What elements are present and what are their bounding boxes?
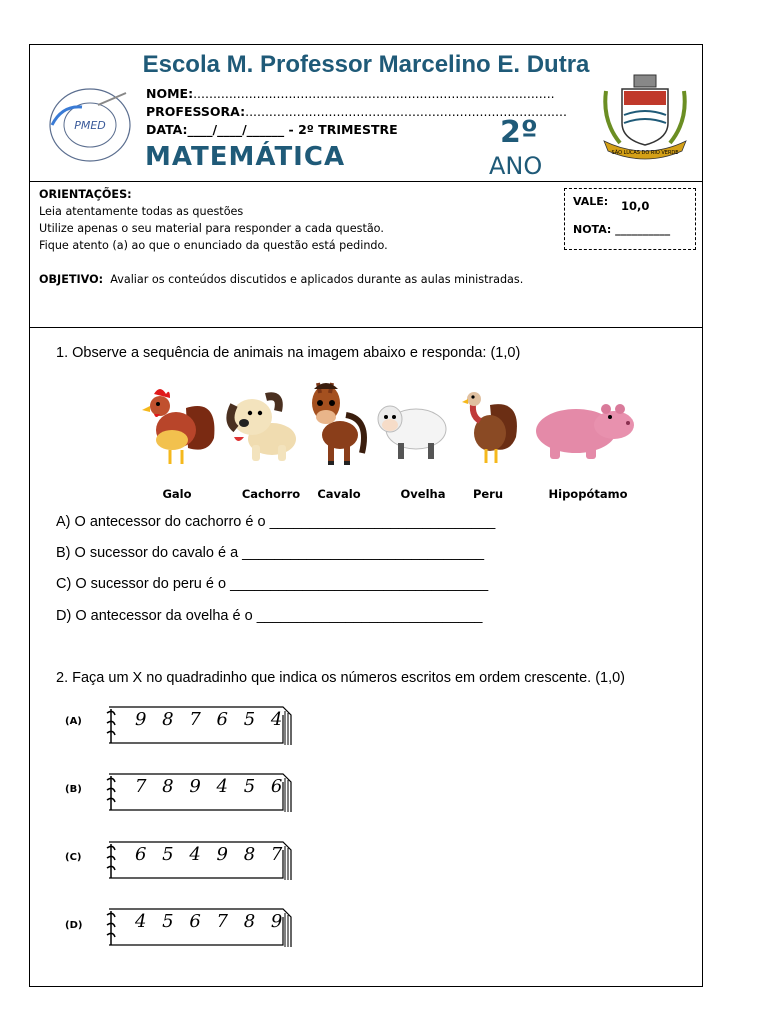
grade-number: 2º — [500, 115, 538, 150]
turkey-illustration — [460, 385, 522, 469]
school-title: Escola M. Professor Marcelino E. Dutra — [142, 51, 590, 78]
horse-illustration — [300, 375, 370, 470]
vale-label: VALE: — [573, 195, 609, 208]
data-field[interactable]: DATA:____/____/______ - 2º TRIMESTRE — [146, 122, 398, 137]
answer-line-b[interactable]: B) O sucessor do cavalo é a ______________________________ — [56, 545, 485, 561]
option-card-a[interactable] — [105, 705, 295, 745]
score-box — [564, 188, 696, 250]
option-card-c[interactable] — [105, 840, 295, 880]
option-label: (C) — [65, 852, 82, 863]
exam-frame — [29, 44, 703, 987]
header-divider — [30, 181, 702, 182]
answer-line-d[interactable]: D) O antecessor da ovelha é o ____________________________ — [56, 608, 483, 624]
grade-word: ANO — [489, 152, 543, 180]
question-1-prompt: 1. Observe a sequência de animais na imagem abaixo e responda: (1,0) — [56, 345, 521, 361]
animal-label: Ovelha — [400, 487, 446, 501]
instruction-line: Fique atento (a) ao que o enunciado da questão está pedindo. — [39, 239, 388, 252]
vale-value: 10,0 — [621, 199, 650, 213]
answer-line-c[interactable]: C) O sucessor do peru é o ________________________________ — [56, 576, 489, 592]
option-label: (D) — [65, 920, 83, 931]
answer-line-a[interactable]: A) O antecessor do cachorro é o ____________________________ — [56, 514, 496, 530]
dog-illustration — [222, 381, 302, 469]
animal-label: Galo — [162, 487, 192, 501]
sheep-illustration — [370, 389, 450, 467]
subject-title: MATEMÁTICA — [145, 142, 346, 172]
seal-ribbon-text: SÃO LUCAS DO RIO VERDE — [611, 150, 679, 156]
municipal-seal — [598, 71, 692, 161]
instructions-divider — [30, 327, 702, 328]
animal-label: Cachorro — [241, 487, 301, 501]
number-sequence: 4 5 6 7 8 9 — [135, 911, 288, 932]
number-sequence: 6 5 4 9 8 7 — [135, 844, 288, 865]
logo-text: PMED — [74, 119, 106, 132]
professora-field[interactable]: PROFESSORA:................................................................................. — [146, 104, 567, 119]
instructions-title: ORIENTAÇÕES: — [39, 188, 132, 201]
school-logo — [42, 85, 138, 165]
animal-label: Cavalo — [317, 487, 361, 501]
option-card-d[interactable] — [105, 907, 295, 947]
nota-field[interactable]: NOTA: __________ — [573, 223, 671, 236]
nome-field[interactable]: NOME:........................................................................................... — [146, 86, 555, 101]
rooster-illustration — [138, 378, 222, 470]
option-card-b[interactable] — [105, 772, 295, 812]
option-label: (A) — [65, 716, 82, 727]
objective: OBJETIVO: Avaliar os conteúdos discutidos e aplicados durante as aulas ministradas. — [39, 273, 524, 286]
number-sequence: 9 8 7 6 5 4 — [135, 709, 288, 730]
hippo-illustration — [530, 395, 636, 465]
instruction-line: Utilize apenas o seu material para responder a cada questão. — [39, 222, 384, 235]
animal-label: Peru — [472, 487, 504, 501]
animal-label: Hipopótamo — [548, 487, 628, 501]
option-label: (B) — [65, 784, 82, 795]
question-2-prompt: 2. Faça um X no quadradinho que indica os números escritos em ordem crescente. (1,0) — [56, 670, 626, 686]
instruction-line: Leia atentamente todas as questões — [39, 205, 244, 218]
number-sequence: 7 8 9 4 5 6 — [135, 776, 288, 797]
